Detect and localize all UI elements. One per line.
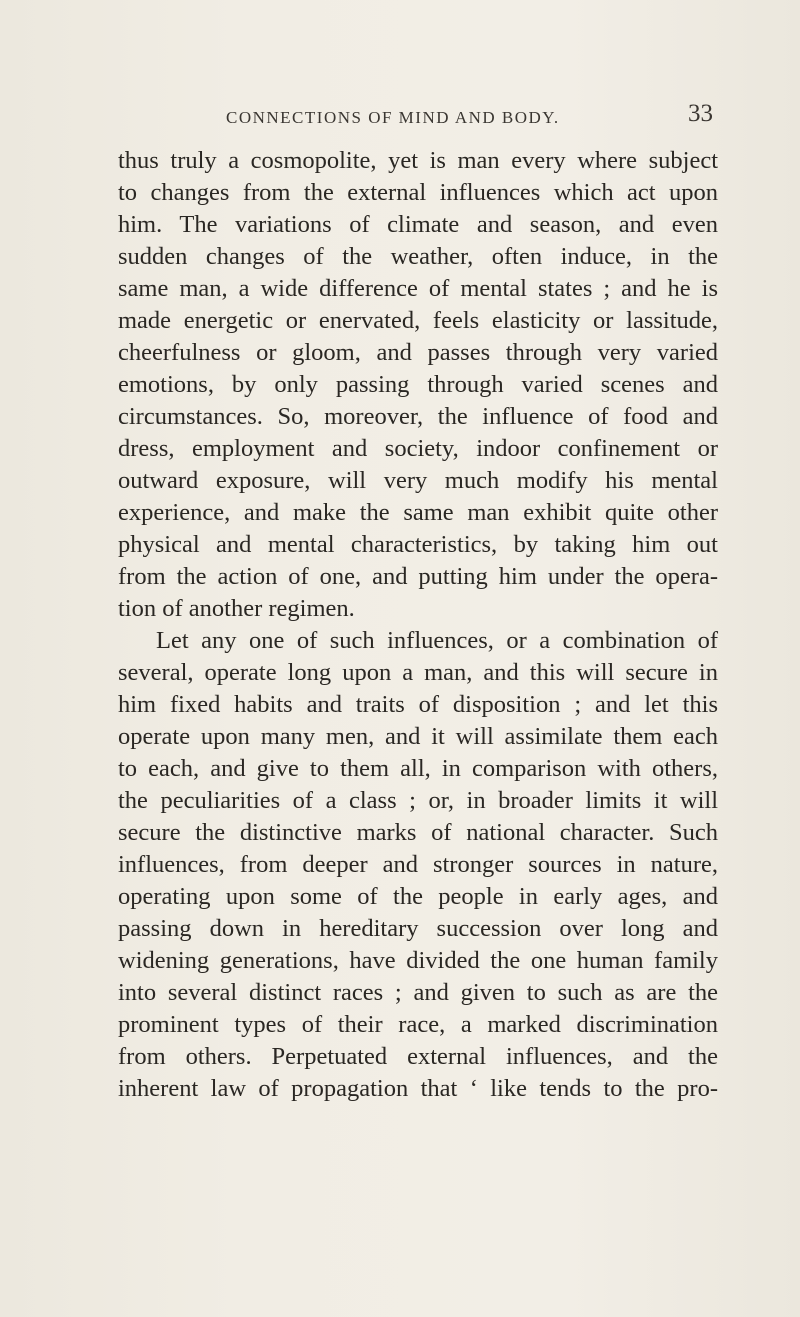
text-line: emotions, by only passing through varied scenes and (118, 371, 718, 398)
text-line: sudden changes of the weather, often induce, in the (118, 243, 718, 270)
text-line: him fixed habits and traits of disposition ; and let this (118, 691, 718, 718)
text-line: same man, a wide difference of mental states ; and he is (118, 275, 718, 302)
paragraph-first-line: Let any one of such influences, or a combination of (156, 627, 718, 654)
text-line: passing down in hereditary succession over long and (118, 915, 718, 942)
text-line: to each, and give to them all, in comparison with others, (118, 755, 718, 782)
text-line: cheerfulness or gloom, and passes through very varied (118, 339, 718, 366)
text-line: from others. Perpetuated external influences, and the (118, 1043, 718, 1070)
text-line: inherent law of propagation that ‘ like tends to the pro- (118, 1075, 718, 1102)
text-line: physical and mental characteristics, by taking him out (118, 531, 718, 558)
running-head: CONNECTIONS OF MIND AND BODY. (226, 108, 560, 127)
text-line: experience, and make the same man exhibit quite other (118, 499, 718, 526)
text-line: prominent types of their race, a marked discrimination (118, 1011, 718, 1038)
text-line: operate upon many men, and it will assimilate them each (118, 723, 718, 750)
text-line: dress, employment and society, indoor confinement or (118, 435, 718, 462)
text-line: thus truly a cosmopolite, yet is man every where subject (118, 147, 718, 174)
text-line: him. The variations of climate and season, and even (118, 211, 718, 238)
text-line: influences, from deeper and stronger sources in nature, (118, 851, 718, 878)
text-line: widening generations, have divided the one human family (118, 947, 718, 974)
text-line: the peculiarities of a class ; or, in broader limits it will (118, 787, 718, 814)
text-line: operating upon some of the people in early ages, and (118, 883, 718, 910)
text-line: into several distinct races ; and given to such as are the (118, 979, 718, 1006)
text-line: from the action of one, and putting him under the opera- (118, 563, 718, 590)
text-line: circumstances. So, moreover, the influence of food and (118, 403, 718, 430)
text-line: to changes from the external influences which act upon (118, 179, 718, 206)
page-number: 33 (688, 100, 713, 127)
text-line: secure the distinctive marks of national character. Such (118, 819, 718, 846)
text-line: several, operate long upon a man, and this will secure in (118, 659, 718, 686)
text-line: tion of another regimen. (118, 595, 355, 622)
text-line: made energetic or enervated, feels elasticity or lassitude, (118, 307, 718, 334)
text-line: outward exposure, will very much modify his mental (118, 467, 718, 494)
